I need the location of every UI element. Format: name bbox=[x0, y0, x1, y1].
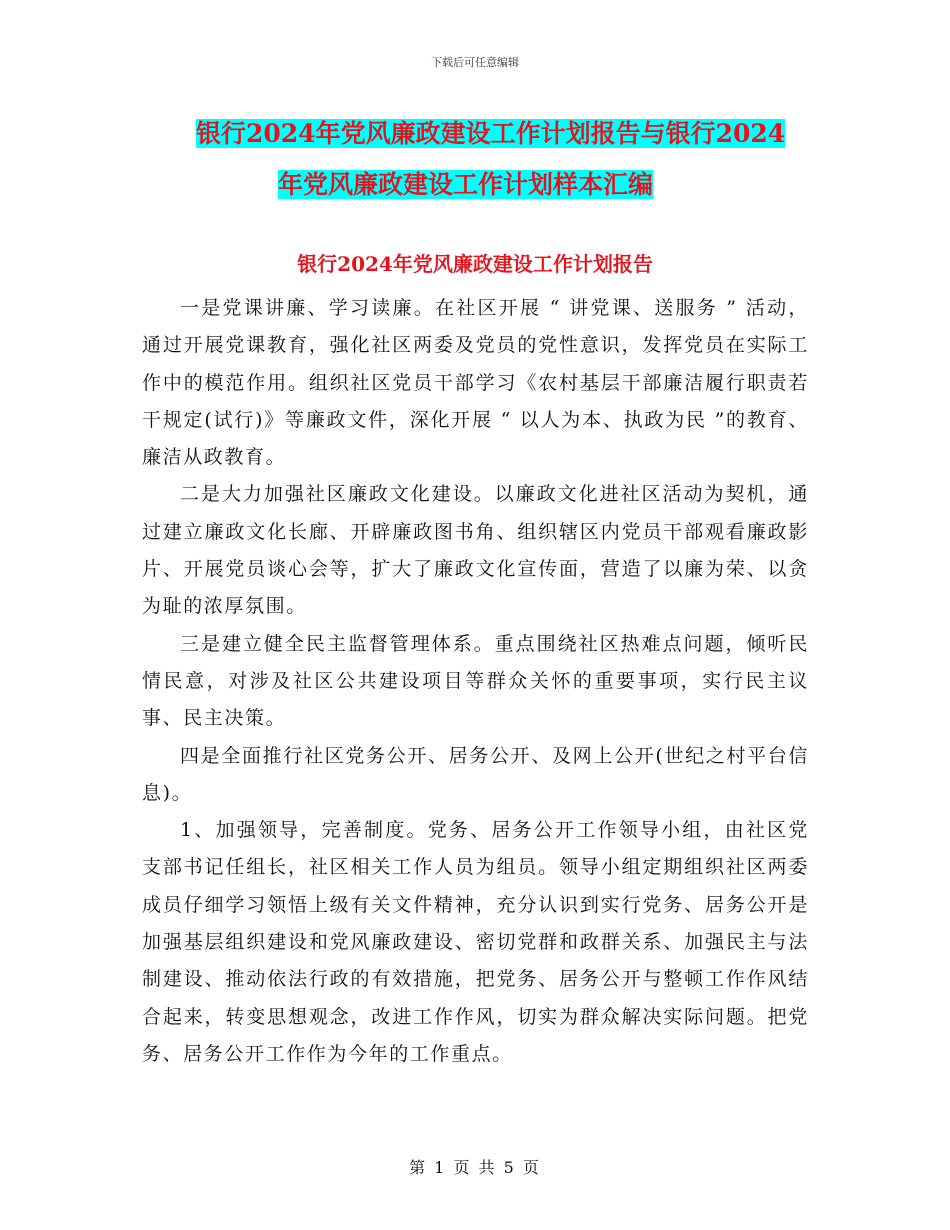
section-heading: 银行2024年党风廉政建设工作计划报告 bbox=[297, 252, 653, 276]
title-line-2-text: 年党风廉政建设工作计划样本汇编 bbox=[278, 170, 654, 199]
body-text bbox=[142, 290, 809, 1073]
title-line-1 bbox=[196, 108, 806, 159]
title-line-1-text: 银行2024年党风廉政建设工作计划报告与银行2024 bbox=[196, 119, 786, 148]
paragraph: 二是大力加强社区廉政文化建设。以廉政文化进社区活动为契机，通过建立廉政文化长廊、开辟廉政图书角、组织辖区内党员干部观看廉政影片、开展党员谈心会等，扩大了廉政文化宣传面，营造了以廉为荣、以贪为耻的浓厚氛围。 bbox=[142, 483, 809, 618]
paragraph: 1、加强领导，完善制度。党务、居务公开工作领导小组，由社区党支部书记任组长，社区相关工作人员为组员。领导小组定期组织社区两委成员仔细学习领悟上级有关文件精神，充分认识到实行党务、居务公开是加强基层组织建设和党风廉政建设、密切党群和政群关系、加强民主与法制建设、推动依法行政的有效措施，把党务、居务公开与整顿工作作风结合起来，转变思想观念，改进工作作风，切实为群众解决实际问题。把党务、居务公开工作作为今年的工作重点。 bbox=[142, 819, 809, 1065]
paragraph: 三是建立健全民主监督管理体系。重点围绕社区热难点问题，倾听民情民意，对涉及社区公共建设项目等群众关怀的重要事项，实行民主议事、民主决策。 bbox=[142, 632, 809, 730]
header-note: 下载后可任意编辑 bbox=[431, 56, 519, 69]
paragraph: 四是全面推行社区党务公开、居务公开、及网上公开(世纪之村平台信息)。 bbox=[142, 744, 809, 804]
paragraph: 一是党课讲廉、学习读廉。在社区开展 “ 讲党课、送服务 ” 活动，通过开展党课教育，强化社区两委及党员的党性意识，发挥党员在实际工作中的模范作用。组织社区党员干部学习《农村基层干部廉洁履行职责若干规定(试行)》等廉政文件，深化开展 “ 以人为本、执政为民 ”的教育、廉洁从政教育。 bbox=[142, 297, 809, 469]
document-title bbox=[196, 108, 806, 210]
page-footer: 第 1 页 共 5 页 bbox=[409, 1158, 541, 1177]
title-line-2 bbox=[196, 159, 806, 210]
